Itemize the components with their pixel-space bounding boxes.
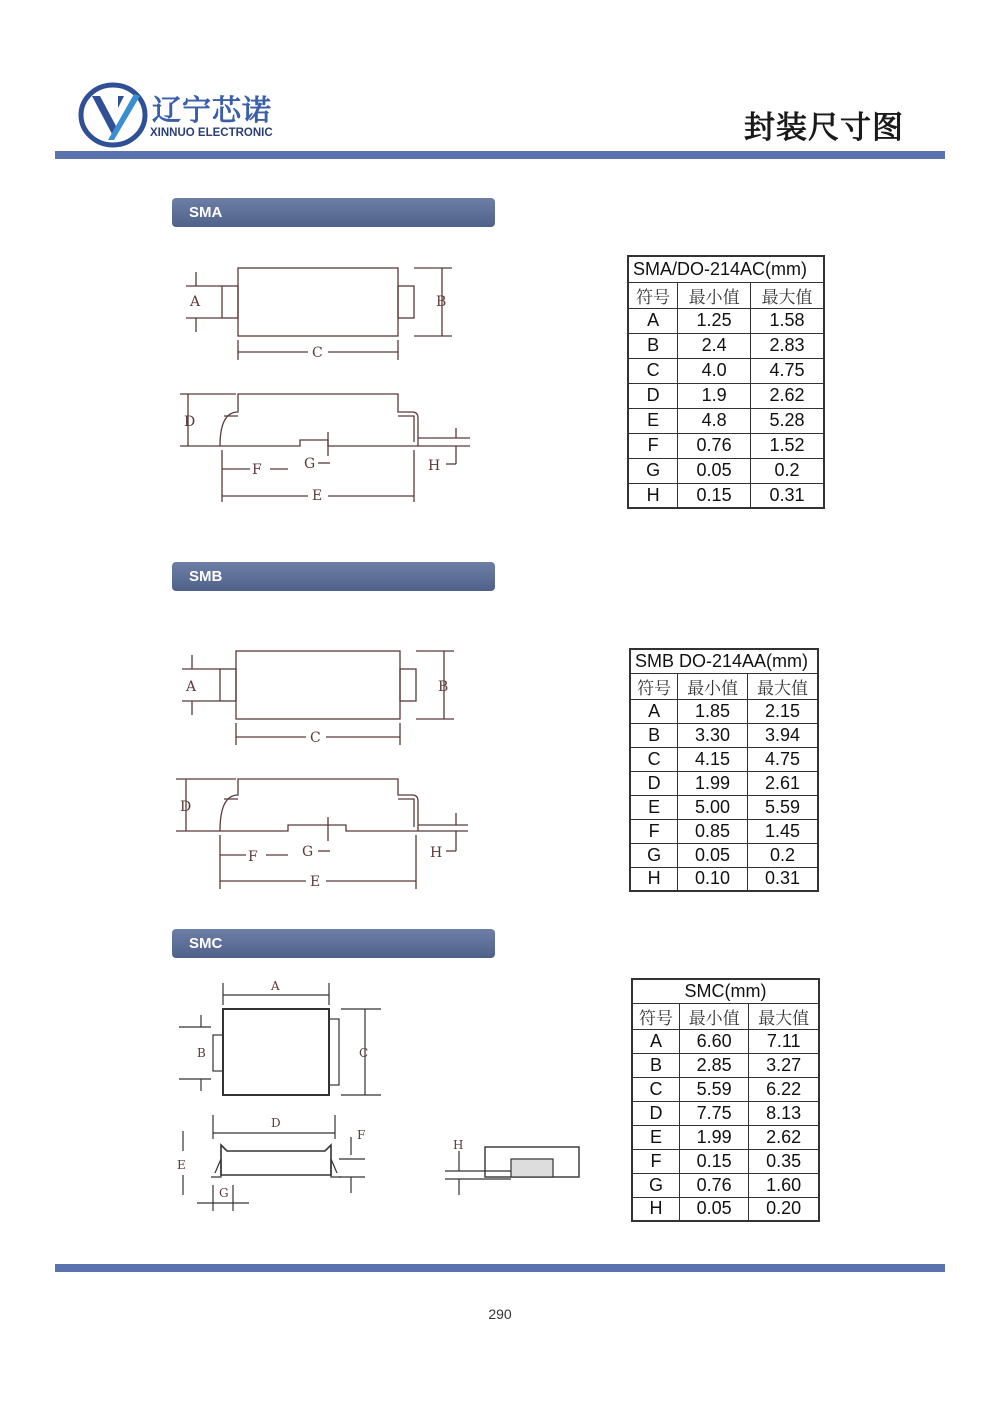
label-h: H (430, 845, 443, 861)
section-bar-smc: SMC (172, 929, 495, 958)
brand-name-en: XINNUO ELECTRONIC (150, 127, 273, 139)
table-caption: SMB DO-214AA(mm) (630, 649, 818, 673)
label-f: F (357, 1128, 366, 1142)
cell: F (630, 819, 678, 843)
label-c: C (312, 345, 323, 361)
cell: 5.00 (678, 795, 748, 819)
cell: G (628, 458, 678, 483)
footer-rule (55, 1264, 945, 1272)
cell: 6.22 (749, 1077, 819, 1101)
label-f: F (248, 849, 258, 865)
header-min: 最小值 (679, 1003, 748, 1029)
label-b: B (197, 1046, 206, 1060)
label-b: B (436, 294, 447, 310)
cell: B (630, 723, 678, 747)
label-c: C (310, 730, 321, 746)
cell: 6.60 (679, 1029, 748, 1053)
cell: H (632, 1197, 679, 1221)
cell: G (632, 1173, 679, 1197)
label-d: D (180, 799, 192, 815)
cell: 2.85 (679, 1053, 748, 1077)
cell: 1.60 (749, 1173, 819, 1197)
cell: 5.59 (679, 1077, 748, 1101)
cell: 0.05 (678, 458, 751, 483)
cell: F (632, 1149, 679, 1173)
label-c: C (359, 1046, 369, 1060)
brand-name-cn: 辽宁芯诺 (152, 93, 273, 127)
cell: E (628, 408, 678, 433)
cell: 0.15 (679, 1149, 748, 1173)
cell: 2.4 (678, 333, 751, 358)
label-a: A (190, 294, 201, 310)
sma-outline-drawing (180, 260, 480, 510)
cell: 2.62 (750, 383, 824, 408)
header-max: 最大值 (749, 1003, 819, 1029)
section-bar-sma: SMA (172, 198, 495, 227)
label-d: D (271, 1116, 281, 1130)
label-g: G (302, 844, 314, 860)
cell: 4.8 (678, 408, 751, 433)
cell: 0.35 (749, 1149, 819, 1173)
cell: 3.94 (747, 723, 818, 747)
header-symbol: 符号 (632, 1003, 679, 1029)
cell: E (630, 795, 678, 819)
cell: D (630, 771, 678, 795)
cell: D (632, 1101, 679, 1125)
cell: 1.9 (678, 383, 751, 408)
cell: 1.99 (679, 1125, 748, 1149)
label-e: E (312, 488, 323, 504)
cell: 0.2 (747, 843, 818, 867)
cell: D (628, 383, 678, 408)
cell: 0.15 (678, 483, 751, 508)
cell: 7.75 (679, 1101, 748, 1125)
header-max: 最大值 (747, 673, 818, 699)
cell: 0.76 (678, 433, 751, 458)
label-e: E (310, 874, 321, 890)
header-min: 最小值 (678, 673, 748, 699)
cell: C (628, 358, 678, 383)
label-b: B (438, 679, 449, 695)
sma-dimension-table (627, 255, 825, 509)
label-a: A (271, 979, 280, 993)
header-symbol: 符号 (630, 673, 678, 699)
header-min: 最小值 (678, 282, 751, 308)
cell: 0.2 (750, 458, 824, 483)
cell: A (628, 308, 678, 333)
cell: B (628, 333, 678, 358)
cell: 5.28 (750, 408, 824, 433)
cell: 1.52 (750, 433, 824, 458)
smb-dimension-table (629, 648, 819, 892)
cell: 0.76 (679, 1173, 748, 1197)
page-title: 封装尺寸图 (744, 110, 904, 146)
label-g: G (219, 1186, 229, 1200)
header-symbol: 符号 (628, 282, 678, 308)
cell: 0.85 (678, 819, 748, 843)
header-max: 最大值 (750, 282, 824, 308)
cell: 0.31 (750, 483, 824, 508)
xinnuo-logo-icon (78, 82, 148, 148)
cell: A (632, 1029, 679, 1053)
cell: 0.05 (679, 1197, 748, 1221)
table-caption: SMC(mm) (632, 979, 819, 1003)
cell: H (628, 483, 678, 508)
cell: 5.59 (747, 795, 818, 819)
cell: 3.27 (749, 1053, 819, 1077)
label-f: F (252, 462, 262, 478)
cell: C (632, 1077, 679, 1101)
cell: H (630, 867, 678, 891)
table-caption: SMA/DO-214AC(mm) (628, 256, 824, 282)
cell: 2.61 (747, 771, 818, 795)
smb-outline-drawing (176, 645, 476, 895)
cell: 4.15 (678, 747, 748, 771)
cell: 2.15 (747, 699, 818, 723)
label-g: G (304, 456, 316, 472)
cell: 1.45 (747, 819, 818, 843)
cell: 1.25 (678, 308, 751, 333)
cell: G (630, 843, 678, 867)
page-number: 290 (488, 1306, 512, 1322)
cell: 0.31 (747, 867, 818, 891)
cell: 2.62 (749, 1125, 819, 1149)
smc-outline-drawing (175, 975, 585, 1225)
label-h: H (453, 1138, 464, 1152)
cell: 0.20 (749, 1197, 819, 1221)
cell: C (630, 747, 678, 771)
cell: 0.10 (678, 867, 748, 891)
cell: 3.30 (678, 723, 748, 747)
header-rule (55, 151, 945, 159)
cell: 8.13 (749, 1101, 819, 1125)
cell: 1.99 (678, 771, 748, 795)
cell: 4.75 (750, 358, 824, 383)
cell: 4.0 (678, 358, 751, 383)
cell: 0.05 (678, 843, 748, 867)
smc-dimension-table (631, 978, 820, 1222)
label-d: D (184, 414, 196, 430)
label-h: H (428, 458, 441, 474)
label-a: A (186, 679, 197, 695)
cell: B (632, 1053, 679, 1077)
cell: F (628, 433, 678, 458)
section-bar-smb: SMB (172, 562, 495, 591)
cell: 1.85 (678, 699, 748, 723)
cell: 4.75 (747, 747, 818, 771)
cell: 1.58 (750, 308, 824, 333)
cell: E (632, 1125, 679, 1149)
label-e: E (177, 1158, 186, 1172)
cell: 7.11 (749, 1029, 819, 1053)
cell: A (630, 699, 678, 723)
cell: 2.83 (750, 333, 824, 358)
